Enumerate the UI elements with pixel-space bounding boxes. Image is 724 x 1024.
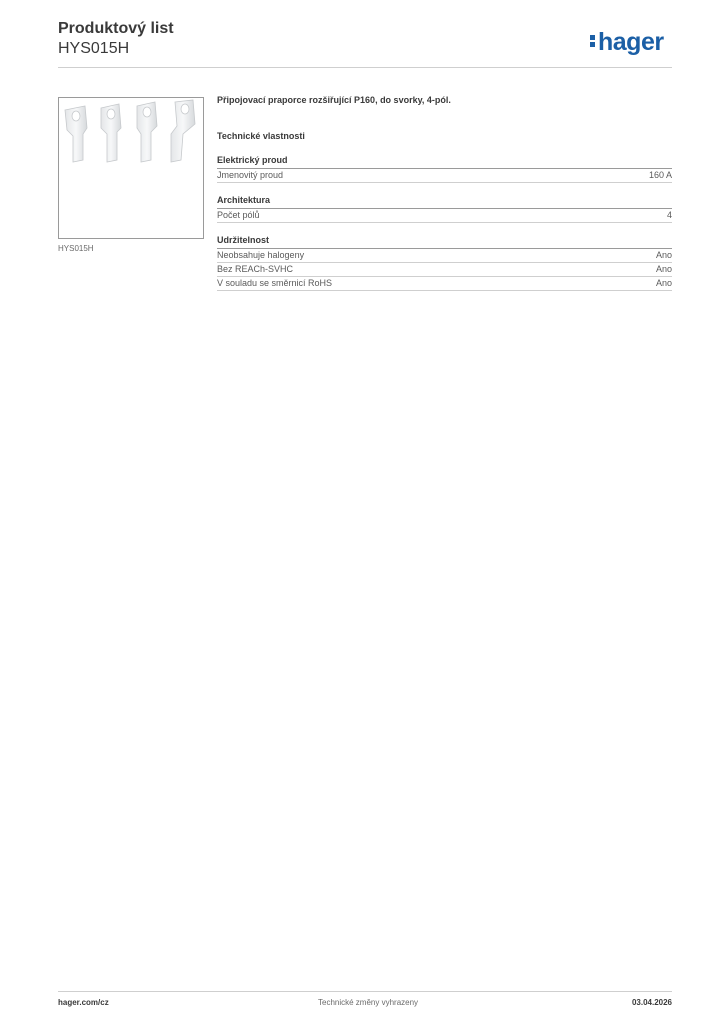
- spec-group-title: Architektura: [217, 195, 672, 209]
- busbar-terminals-icon: [59, 98, 203, 238]
- spec-row: [217, 263, 672, 277]
- specs-heading: Technické vlastnosti: [217, 131, 305, 141]
- footer-divider: [58, 991, 672, 992]
- logo-text: hager: [598, 28, 664, 56]
- spec-row: [217, 209, 672, 223]
- product-details: [217, 95, 672, 303]
- spec-row: [217, 169, 672, 183]
- product-description: Připojovací praporce rozšiřující P160, do svorky, 4-pól.: [217, 95, 451, 105]
- spec-row: [217, 277, 672, 291]
- product-image: [58, 97, 204, 239]
- spec-label: Neobsahuje halogeny: [217, 250, 305, 260]
- product-image-caption: HYS015H: [58, 244, 94, 253]
- footer-notice: Technické změny vyhrazeny: [318, 998, 419, 1007]
- spec-label: Počet pólů: [217, 210, 260, 220]
- product-code-heading: HYS015H: [58, 40, 130, 57]
- spec-group-title: Udržitelnost: [217, 235, 672, 249]
- footer-website-link[interactable]: hager.com/cz: [58, 998, 109, 1007]
- spec-label: V souladu se směrnicí RoHS: [217, 278, 333, 288]
- hager-logo: [590, 28, 664, 56]
- spec-label: Jmenovitý proud: [217, 170, 284, 180]
- logo-dots-icon: [590, 33, 596, 49]
- header-divider: [58, 67, 672, 68]
- spec-group-architecture: [217, 195, 672, 223]
- spec-value: Ano: [655, 278, 672, 288]
- spec-group-title: Elektrický proud: [217, 155, 672, 169]
- footer-date: 03.04.2026: [631, 998, 672, 1007]
- spec-value: Ano: [655, 250, 672, 260]
- spec-value: Ano: [655, 264, 672, 274]
- spec-value: 160 A: [648, 170, 672, 180]
- spec-row: [217, 249, 672, 263]
- spec-group-electric-current: [217, 155, 672, 183]
- spec-value: 4: [666, 210, 672, 220]
- spec-label: Bez REACh-SVHC: [217, 264, 294, 274]
- spec-group-sustainability: [217, 235, 672, 291]
- page-title: Produktový list: [58, 20, 174, 37]
